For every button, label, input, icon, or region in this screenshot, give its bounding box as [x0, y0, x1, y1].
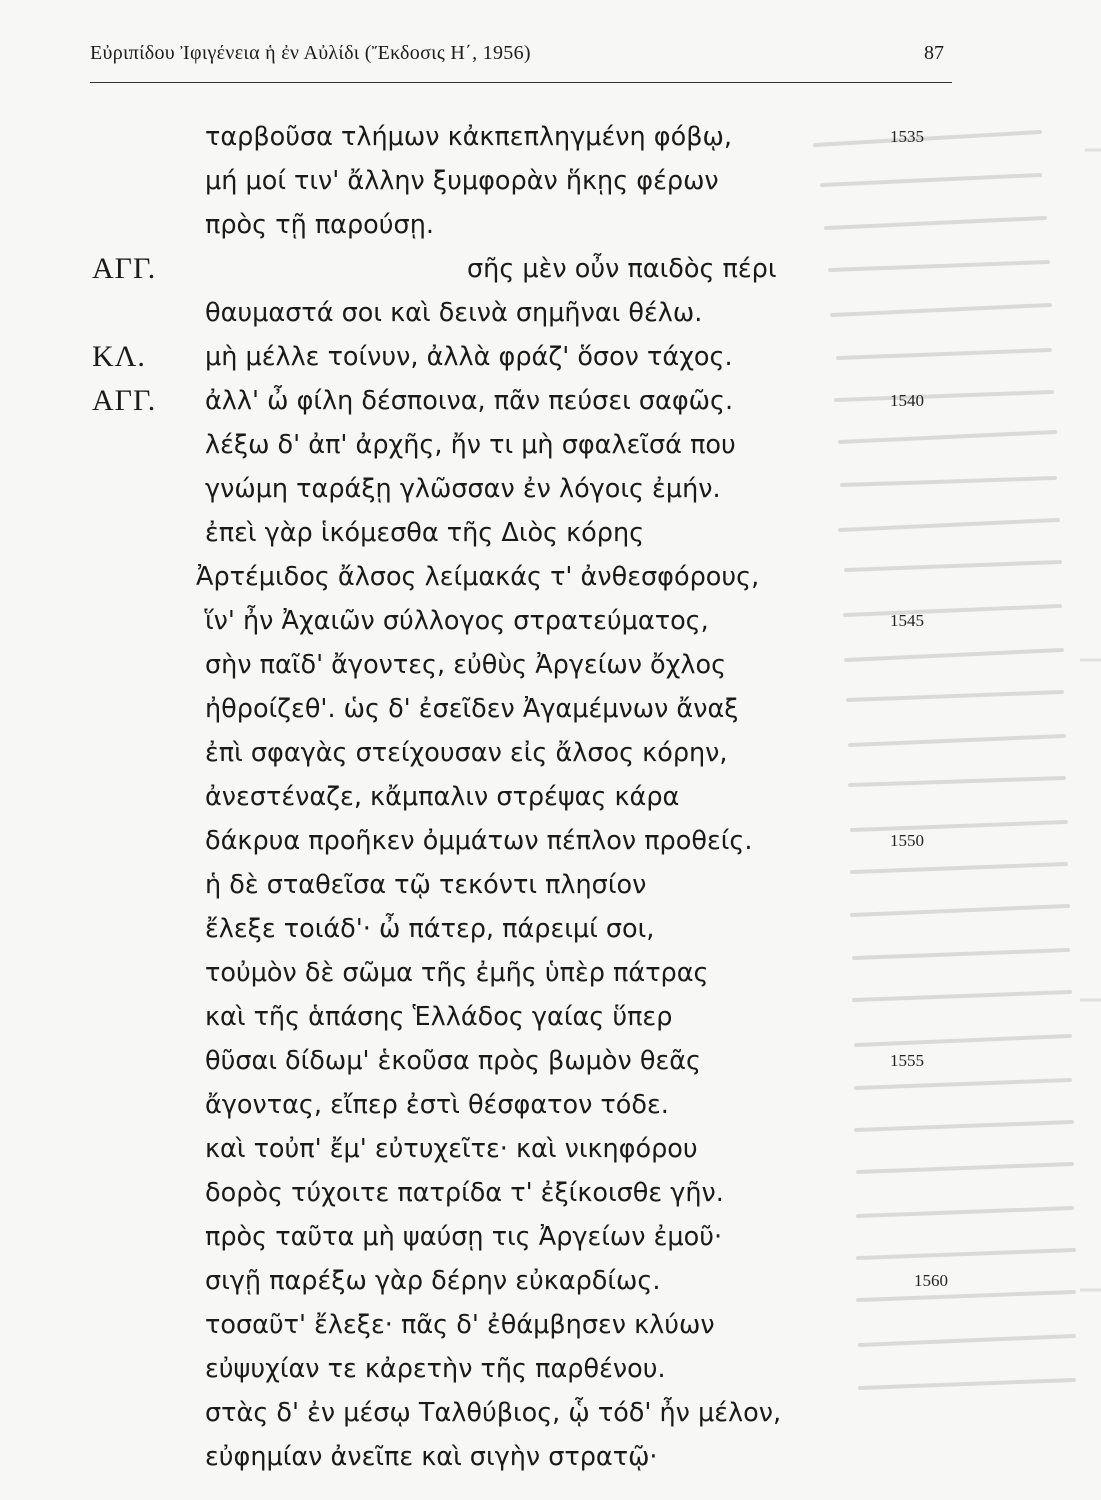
- verse-text: ἠθροίζεθ'. ὡς δ' ἐσεῖδεν Ἀγαμέμνων ἄναξ: [205, 694, 739, 724]
- header-rule: [90, 82, 952, 83]
- verse-text: σιγῇ παρέξω γὰρ δέρην εὐκαρδίως.: [205, 1266, 661, 1296]
- verse-line: [0, 952, 1101, 994]
- line-number: 1540: [890, 391, 924, 410]
- verse-line: [0, 732, 1101, 774]
- verse-line: [0, 1040, 1101, 1082]
- verse-text: θῦσαι δίδωμ' ἑκοῦσα πρὸς βωμὸν θεᾶς: [205, 1046, 702, 1076]
- verse-text: στὰς δ' ἐν μέσῳ Ταλθύβιος, ᾧ τόδ' ἦν μέλον,: [205, 1398, 782, 1428]
- verse-line: [0, 644, 1101, 686]
- verse-line: [0, 820, 1101, 862]
- verse-line: [0, 1304, 1101, 1346]
- verse-line: [0, 1128, 1101, 1170]
- verse-line: [0, 468, 1101, 510]
- verse-line: [0, 424, 1101, 466]
- verse-text: μὴ μέλλε τοίνυν, ἀλλὰ φράζ' ὅσον τάχος.: [205, 342, 733, 372]
- verse-line: [0, 248, 1101, 290]
- verse-text: σὴν παῖδ' ἄγοντες, εὐθὺς Ἀργείων ὄχλος: [205, 650, 727, 680]
- running-head: [90, 42, 950, 74]
- verse-line: [0, 996, 1101, 1038]
- verse-text: δορὸς τύχοιτε πατρίδα τ' ἐξίκοισθε γῆν.: [205, 1178, 724, 1208]
- verse-text: καὶ τῆς ἁπάσης Ἑλλάδος γαίας ὕπερ: [205, 1002, 673, 1032]
- line-number: 1545: [890, 611, 924, 630]
- verse-line: [0, 776, 1101, 818]
- verse-line: [0, 292, 1101, 334]
- verse-text: ἄγοντας, εἴπερ ἐστὶ θέσφατον τόδε.: [205, 1090, 669, 1120]
- verse-line: [0, 380, 1101, 422]
- verse-text: Ἀρτέμιδος ἄλσος λείμακάς τ' ἀνθεσφόρους,: [196, 562, 760, 592]
- verse-text: μή μοί τιν' ἄλλην ξυμφορὰν ἥκῃς φέρων: [205, 166, 719, 196]
- verse-text: τοσαῦτ' ἔλεξε· πᾶς δ' ἐθάμβησεν κλύων: [205, 1310, 715, 1340]
- line-number: 1535: [890, 127, 924, 146]
- verse-text: δάκρυα προῆκεν ὀμμάτων πέπλον προθείς.: [205, 826, 753, 856]
- running-title: Εὐριπίδου Ἰφιγένεια ἡ ἐν Αὐλίδι (Ἔκδοσις Η΄, 1956): [90, 42, 531, 64]
- verse-line: [0, 1260, 1101, 1302]
- verse-text: εὐψυχίαν τε κἀρετὴν τῆς παρθένου.: [205, 1354, 666, 1384]
- verse-text: ταρβοῦσα τλήμων κἀκπεπληγμένη φόβῳ,: [205, 122, 732, 152]
- verse-text: ἀλλ' ὦ φίλη δέσποινα, πᾶν πεύσει σαφῶς.: [205, 386, 734, 416]
- speaker-label: ΚΛ.: [92, 340, 146, 373]
- line-number: 1560: [914, 1271, 948, 1290]
- verse-line: [0, 204, 1101, 246]
- verse-line: [0, 1436, 1101, 1478]
- verse-line: [0, 1172, 1101, 1214]
- verse-text: ἵν' ἦν Ἀχαιῶν σύλλογος στρατεύματος,: [205, 606, 709, 636]
- page-number: 87: [924, 42, 944, 64]
- verse-line: [0, 512, 1101, 554]
- verse-text: σῆς μὲν οὖν παιδὸς πέρι: [467, 254, 777, 284]
- verse-text: πρὸς τῇ παρούσῃ.: [205, 210, 434, 240]
- verse-text: θαυμαστά σοι καὶ δεινὰ σημῆναι θέλω.: [205, 298, 703, 328]
- line-number: 1555: [890, 1051, 924, 1070]
- verse-text: ἀνεστέναζε, κἄμπαλιν στρέψας κάρα: [205, 782, 680, 812]
- verse-line: [0, 160, 1101, 202]
- verse-text: ἐπὶ σφαγὰς στείχουσαν εἰς ἄλσος κόρην,: [205, 738, 728, 768]
- verse-text: πρὸς ταῦτα μὴ ψαύσῃ τις Ἀργείων ἐμοῦ·: [205, 1222, 723, 1252]
- verse-text: τοὐμὸν δὲ σῶμα τῆς ἐμῆς ὑπὲρ πάτρας: [205, 958, 709, 988]
- speaker-label: ΑΓΓ.: [92, 384, 157, 417]
- verse-line: [0, 1084, 1101, 1126]
- verse-line: [0, 1392, 1101, 1434]
- line-number: 1550: [890, 831, 924, 850]
- verse-line: [0, 556, 1101, 598]
- verse-line: [0, 1216, 1101, 1258]
- verse-line: [0, 600, 1101, 642]
- verse-line: [0, 688, 1101, 730]
- verse-text: γνώμη ταράξῃ γλῶσσαν ἐν λόγοις ἐμήν.: [205, 474, 721, 504]
- speaker-label: ΑΓΓ.: [92, 252, 157, 285]
- verse-line: [0, 908, 1101, 950]
- verse-text: ἔλεξε τοιάδ'· ὦ πάτερ, πάρειμί σοι,: [205, 914, 655, 944]
- verse-line: [0, 116, 1101, 158]
- verse-text: ἐπεὶ γὰρ ἱκόμεσθα τῆς Διὸς κόρης: [205, 518, 645, 548]
- verse-text: ἡ δὲ σταθεῖσα τῷ τεκόντι πλησίον: [205, 870, 647, 900]
- verse-line: [0, 1348, 1101, 1390]
- verse-line: [0, 864, 1101, 906]
- verse-text: λέξω δ' ἀπ' ἀρχῆς, ἤν τι μὴ σφαλεῖσά που: [205, 430, 736, 460]
- verse-text: καὶ τοὐπ' ἔμ' εὐτυχεῖτε· καὶ νικηφόρου: [205, 1134, 698, 1164]
- verse-line: [0, 336, 1101, 378]
- verse-text: εὐφημίαν ἀνεῖπε καὶ σιγὴν στρατῷ·: [205, 1442, 658, 1472]
